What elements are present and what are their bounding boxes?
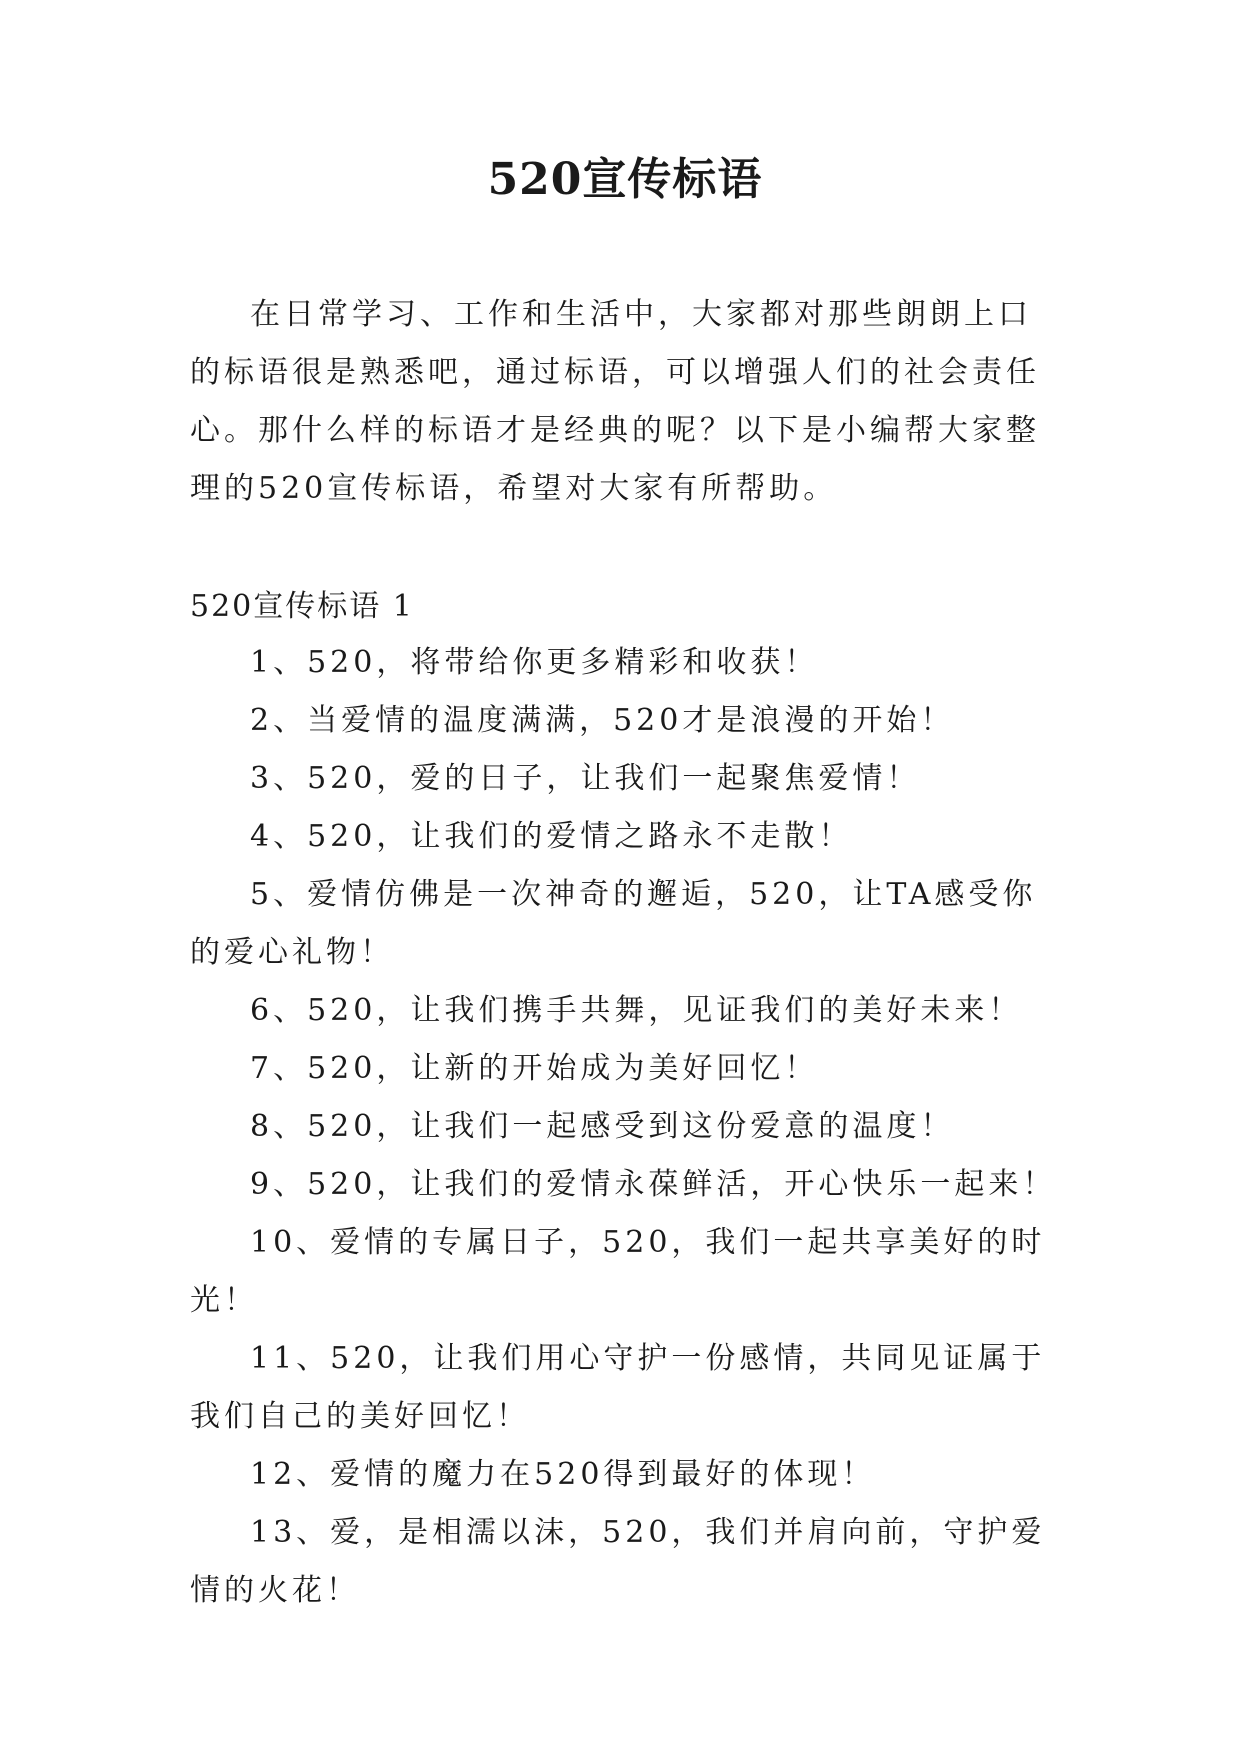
slogan-list [190, 634, 1060, 1620]
slogan-item: 3、520，爱的日子，让我们一起聚焦爱情！ [250, 761, 921, 796]
slogan-item: 8、520，让我们一起感受到这份爱意的温度！ [250, 1109, 955, 1144]
slogan-item: 12、爱情的魔力在520得到最好的体现！ [250, 1457, 876, 1492]
document-title: 520宣传标语 [487, 154, 763, 205]
slogan-item: 6、520，让我们携手共舞，见证我们的美好未来！ [250, 993, 1023, 1028]
slogan-item: 4、520，让我们的爱情之路永不走散！ [250, 819, 853, 854]
intro-paragraph: 在日常学习、工作和生活中，大家都对那些朗朗上口的标语很是熟悉吧，通过标语，可以增强人们的社会责任心。那什么样的标语才是经典的呢？以下是小编帮大家整理的520宣传标语，希望对大家有所帮助。 [190, 297, 1040, 506]
section-heading: 520宣传标语 1 [190, 589, 414, 624]
slogan-item: 13、爱，是相濡以沫，520，我们并肩向前，守护爱情的火花！ [190, 1515, 1046, 1608]
slogan-item: 11、520，让我们用心守护一份感情，共同见证属于我们自己的美好回忆！ [190, 1341, 1046, 1434]
slogan-item: 5、爱情仿佛是一次神奇的邂逅，520，让TA感受你的爱心礼物！ [190, 877, 1037, 970]
slogan-item: 9、520，让我们的爱情永葆鲜活，开心快乐一起来！ [250, 1167, 1057, 1202]
slogan-item: 1、520，将带给你更多精彩和收获！ [250, 645, 819, 680]
slogan-item: 7、520，让新的开始成为美好回忆！ [250, 1051, 819, 1086]
slogan-item: 10、爱情的专属日子，520，我们一起共享美好的时光！ [190, 1225, 1046, 1318]
slogan-item: 2、当爱情的温度满满，520才是浪漫的开始！ [250, 703, 955, 738]
